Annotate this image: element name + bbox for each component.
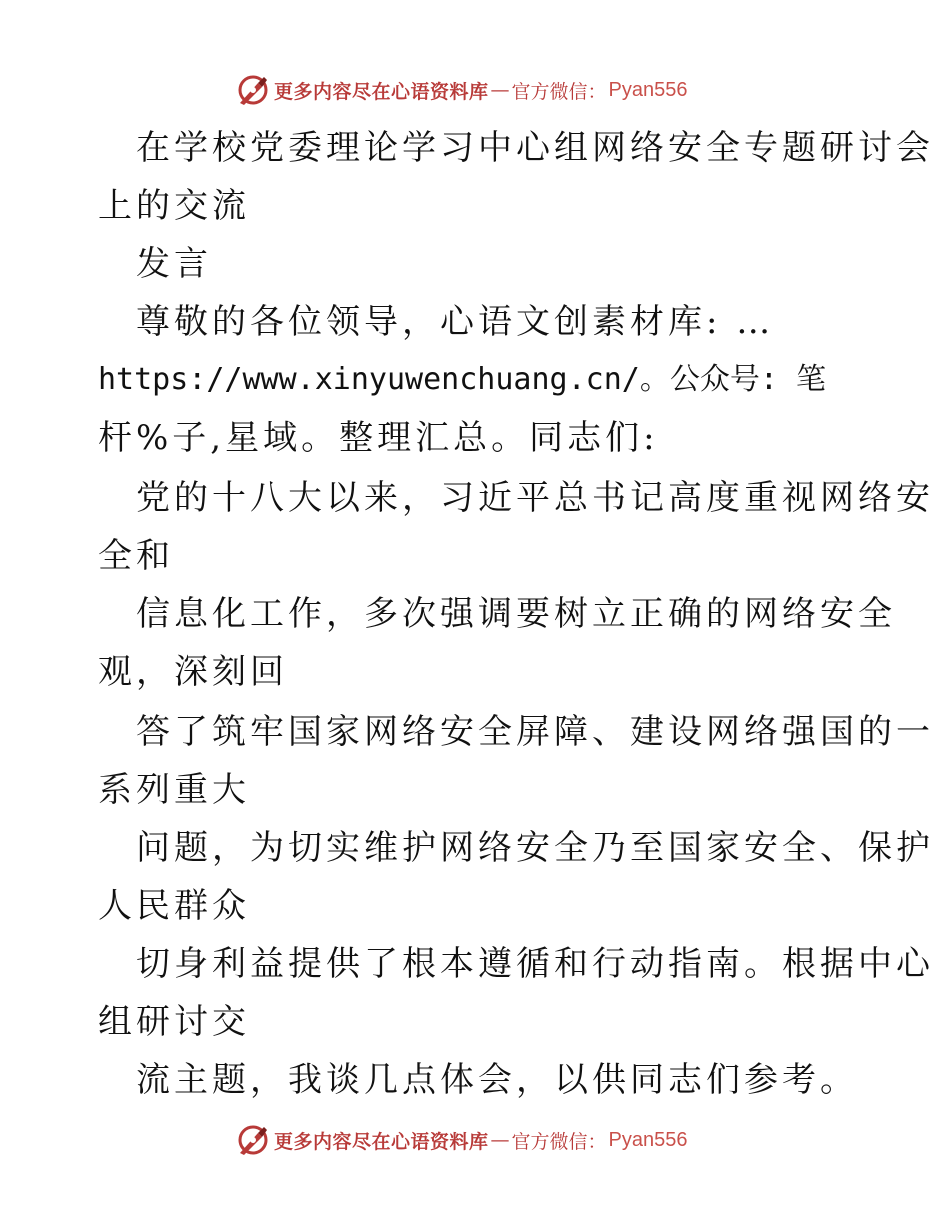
salutation-line: 尊敬的各位领导，心语文创素材库: … (136, 302, 775, 342)
paragraph-line: 答了筑牢国家网络安全屏障、建设网络强国的一 (136, 712, 934, 752)
title-line-2: 上的交流 (98, 186, 250, 226)
paragraph-line: 系列重大 (98, 770, 250, 810)
header-banner (236, 72, 688, 108)
paragraph-line: 人民群众 (98, 886, 250, 926)
url-line: https://www.xinyuwenchuang.cn/。公众号: 笔 (98, 362, 826, 397)
banner-text: 更多内容尽在心语资料库 (274, 1130, 489, 1153)
title-line-3: 发言 (136, 244, 212, 284)
banner-separator: — (490, 79, 510, 101)
pen-logo-icon (236, 1123, 270, 1157)
banner-wechat-id: Pyan556 (608, 78, 688, 101)
banner-label: 官方微信： (511, 80, 607, 103)
paragraph-line: 观，深刻回 (98, 652, 288, 692)
paragraph-line: 党的十八大以来，习近平总书记高度重视网络安 (136, 478, 934, 518)
pen-logo-icon (236, 73, 270, 107)
banner-separator: — (490, 1129, 510, 1151)
paragraph-line: 切身利益提供了根本遵循和行动指南。根据中心 (136, 944, 934, 984)
paragraph-line: 问题，为切实维护网络安全乃至国家安全、保护 (136, 828, 934, 868)
banner-wechat-id: Pyan556 (608, 1128, 688, 1151)
banner-label: 官方微信： (511, 1130, 607, 1153)
greeting-line: 杆%子,星域。整理汇总。同志们: (98, 418, 659, 458)
banner-text: 更多内容尽在心语资料库 (274, 80, 489, 103)
paragraph-line: 信息化工作，多次强调要树立正确的网络安全 (136, 594, 896, 634)
paragraph-line: 全和 (98, 536, 174, 576)
footer-banner (236, 1122, 688, 1158)
paragraph-line: 组研讨交 (98, 1002, 250, 1042)
paragraph-line: 流主题，我谈几点体会，以供同志们参考。 (136, 1060, 858, 1100)
title-line-1: 在学校党委理论学习中心组网络安全专题研讨会 (136, 128, 934, 168)
